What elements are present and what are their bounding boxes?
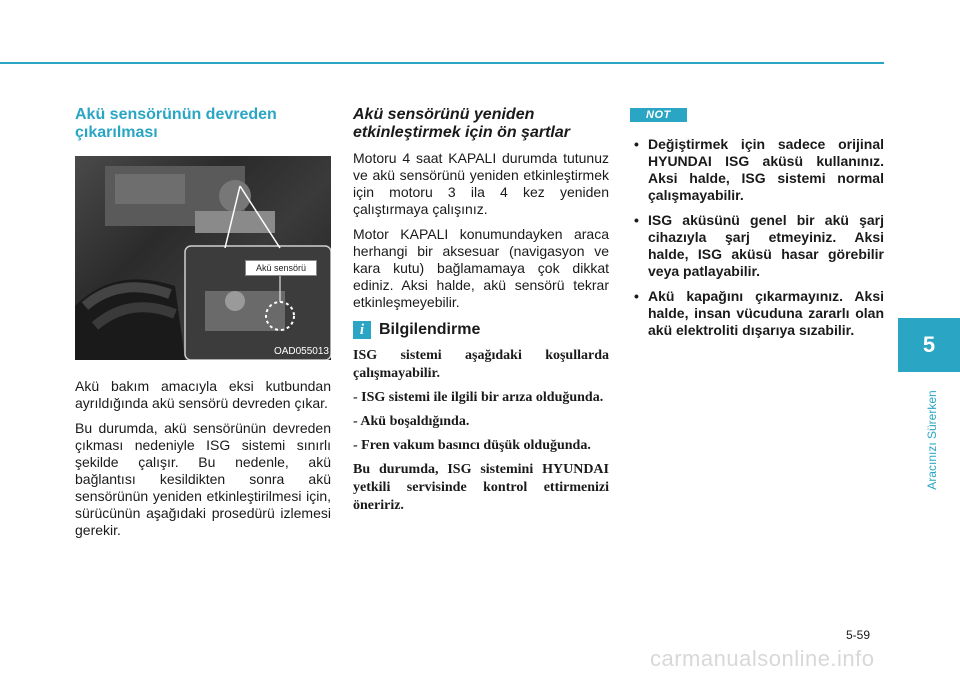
note-list [630,136,884,339]
chapter-title: Aracınızı Sürerken [925,390,939,490]
paragraph: Motoru 4 saat KAPALI durumda tutunuz ve akü sensörünü yeniden etkinleştirmek için motoru 3 ila 4 kez yeniden çalıştırmaya çalışınız. [353,150,609,217]
paragraph: Motor KAPALI konumundayken araca herhangi bir aksesuar (navigasyon ve kara kutu) bağlamamaya çok dikkat ediniz. Aksi halde, akü sensörü tekrar etkinleşmeyebilir. [353,226,609,310]
engine-bay-illustration [75,156,331,360]
info-icon: i [353,321,371,339]
watermark: carmanualsonline.info [650,646,875,671]
paragraph: Bu durumda, akü sensörünün devreden çıkması nedeniyle ISG sistemi sınırlı şekilde çalışır. Bu nedenle, akü bağlantısı kesildikten sonra akü sensörünün yeniden etkinleştirilmesi için, sürücünün aşağıdaki prosedürü izlemesi gerekir. [75,420,331,538]
info-heading [353,321,609,339]
column-2 [353,100,609,521]
section-heading-1: Akü sensörünün devreden çıkarılması [75,106,277,141]
info-intro: ISG sistemi aşağıdaki koşullarda çalışmayabilir. [353,348,609,381]
info-title: Bilgilendirme [379,321,481,338]
note-item: • Akü kapağını çıkarmayınız. Aksi halde, insan vücuduna zararlı olan akü elektroliti dışarıya sızabilir. [630,288,884,339]
note-item: • Değiştirmek için sadece orijinal HYUNDAI ISG aküsü kullanınız. Aksi halde, ISG sistemi normal çalışmayabilir. [630,136,884,204]
note-item: • ISG aküsünü genel bir akü şarj cihazıyla şarj etmeyiniz. Aksi halde, ISG aküsü hasar görebilir veya patlayabilir. [630,212,884,280]
column-3 [630,100,884,347]
chapter-title-vertical [922,388,942,492]
info-item: - ISG sistemi ile ilgili bir arıza olduğunda. [353,390,604,405]
top-rule [0,62,884,64]
column-1 [75,100,331,547]
section-heading-2: Akü sensörünü yeniden etkinleştirmek için ön şartlar [353,106,570,141]
page-number: 5-59 [846,628,871,642]
sensor-callout-label: Akü sensörü [245,260,317,276]
info-item: - Akü boşaldığında. [353,414,470,429]
info-item: - Fren vakum basıncı düşük olduğunda. [353,438,591,453]
battery-sensor-photo [75,156,331,360]
info-body [353,347,609,515]
photo-code: OAD055013 [273,346,329,357]
chapter-tab: 5 [898,318,960,372]
note-badge: NOT [630,108,687,122]
info-outro: Bu durumda, ISG sistemini HYUNDAI yetkili servisinde kontrol ettirmenizi öneririz. [353,462,609,513]
paragraph: Akü bakım amacıyla eksi kutbundan ayrıldığında akü sensörü devreden çıkar. [75,378,331,411]
